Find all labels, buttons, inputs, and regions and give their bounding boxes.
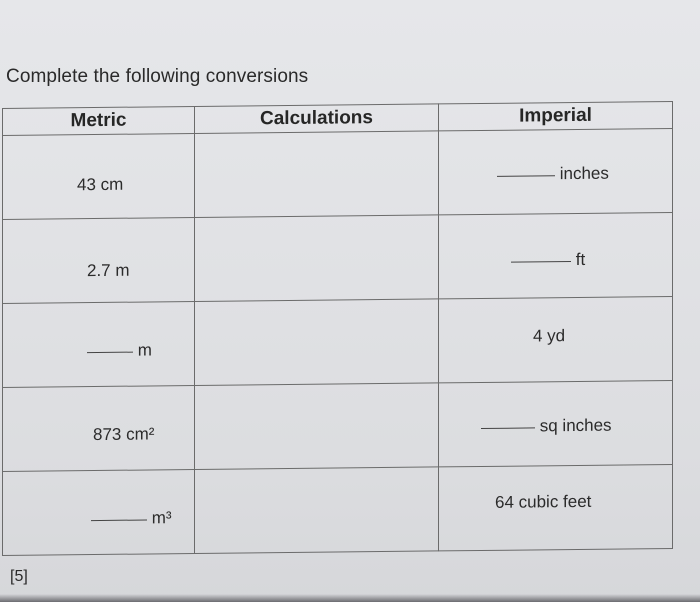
table-row [3,128,673,219]
calculation-cell[interactable] [195,131,439,218]
table-row [3,380,673,471]
imperial-unit: sq inches [539,415,612,436]
table-row [3,296,673,387]
metric-value: 43 cm [77,174,124,195]
calculation-cell[interactable] [195,383,439,470]
metric-cell [3,301,195,387]
imperial-blank[interactable] [497,174,555,177]
imperial-blank[interactable] [481,426,535,429]
metric-cell [3,469,195,555]
metric-cell [3,385,195,471]
bottom-edge-shadow [0,594,700,602]
imperial-cell [439,380,673,466]
imperial-cell [439,212,673,298]
metric-cell [3,133,195,219]
table-row [3,212,673,303]
calculation-cell[interactable] [195,215,439,302]
calculation-cell[interactable] [195,299,439,386]
imperial-cell [439,464,673,550]
table-row [3,464,673,555]
imperial-blank[interactable] [511,260,571,263]
header-metric: Metric [3,106,195,135]
header-calculations: Calculations [195,104,439,134]
imperial-unit: ft [575,249,586,269]
marks-label: [5] [10,568,28,585]
conversion-table-wrapper [2,101,672,556]
imperial-unit: inches [559,163,609,184]
imperial-cell [439,296,673,382]
metric-value: 873 cm² [93,424,155,445]
conversion-table [2,101,673,556]
metric-unit: m³ [151,508,172,528]
calculation-cell[interactable] [195,467,439,554]
metric-blank[interactable] [87,350,133,352]
metric-value: 2.7 m [87,260,130,281]
imperial-value: 64 cubic feet [495,491,592,512]
metric-cell [3,217,195,303]
metric-unit: m [137,340,152,360]
instruction-text: Complete the following conversions [6,66,309,87]
metric-blank[interactable] [91,518,147,521]
imperial-cell [439,128,673,214]
imperial-value: 4 yd [533,326,566,346]
header-imperial: Imperial [439,101,673,130]
